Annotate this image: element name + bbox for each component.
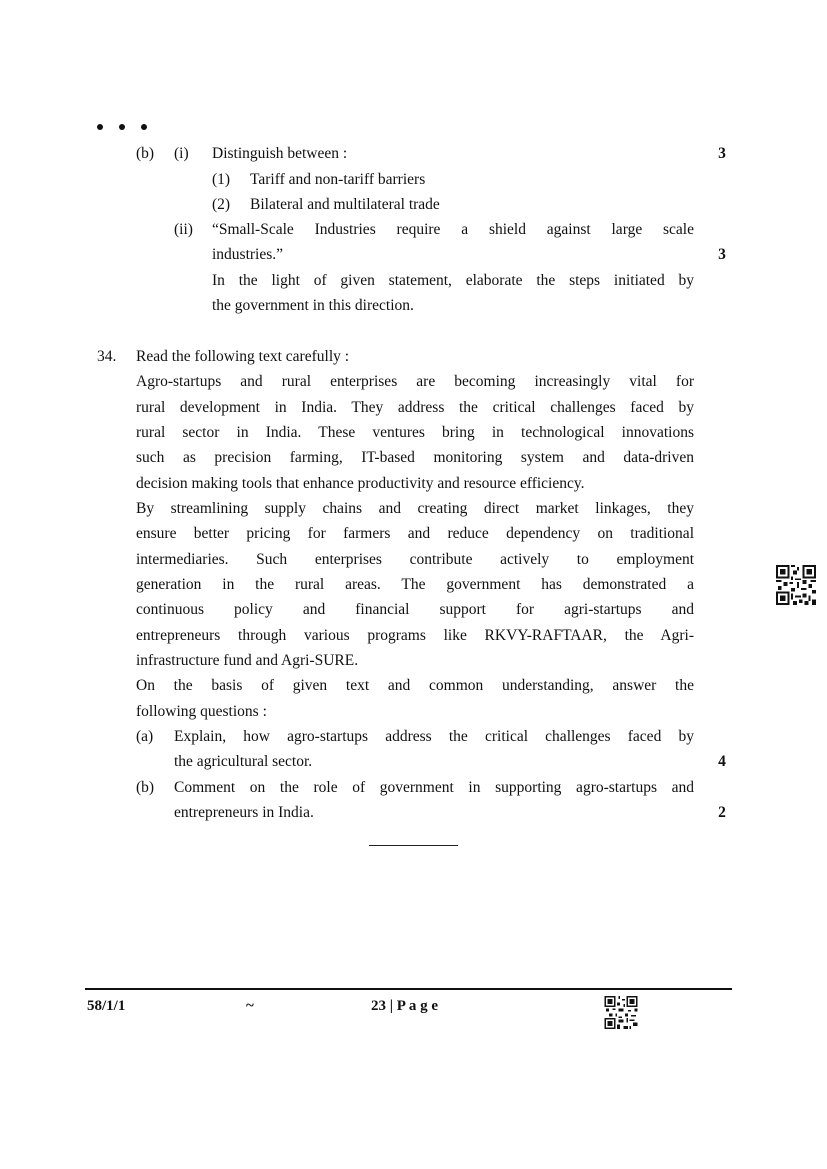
q34-b-line: Comment on the role of government in supporting agro-startups and	[174, 779, 694, 796]
q34-passage-line: generation in the rural areas. The government has demonstrated a	[136, 576, 694, 593]
q34-passage-line: infrastructure fund and Agri-SURE.	[136, 652, 359, 669]
q33-sub-i-label: (i)	[174, 145, 189, 162]
q33-ii-line: the government in this direction.	[212, 297, 414, 314]
q34-passage-line: such as precision farming, IT-based monitoring system and data-driven	[136, 449, 694, 466]
q34-a-marks: 4	[718, 753, 726, 770]
q33-distinguish-text: Distinguish between :	[212, 145, 348, 162]
q34-passage-line: ensure better pricing for farmers and reduce dependency on traditional	[136, 525, 694, 542]
q33-ii-line: In the light of given statement, elaborate the steps initiated by	[212, 272, 694, 289]
q34-passage-line: rural sector in India. These ventures bring in technological innovations	[136, 424, 694, 441]
q33-part-b-label: (b)	[136, 145, 155, 162]
q34-passage-line: intermediaries. Such enterprises contribute actively to employment	[136, 551, 694, 568]
footer-qr-code-icon	[604, 996, 638, 1029]
q34-a-label: (a)	[136, 728, 154, 745]
q34-number: 34.	[97, 348, 117, 365]
q34-passage-line: Agro-startups and rural enterprises are becoming increasingly vital for	[136, 373, 694, 390]
q34-a-line: Explain, how agro-startups address the critical challenges faced by	[174, 728, 694, 745]
q33-item1-number: (1)	[212, 171, 231, 188]
q33-item2-text: Bilateral and multilateral trade	[250, 196, 440, 213]
q34-passage-line: following questions :	[136, 703, 267, 720]
q33-item1-text: Tariff and non-tariff barriers	[250, 171, 426, 188]
q33-marks-ii: 3	[718, 246, 726, 263]
q34-b-line: entrepreneurs in India.	[174, 804, 314, 821]
qr-code-icon	[776, 565, 816, 605]
q33-ii-line: industries.”	[212, 246, 284, 263]
q33-ii-line: “Small-Scale Industries require a shield against large scale	[212, 221, 694, 238]
footer-page-number: 23 | P a g e	[371, 998, 439, 1014]
q34-intro: Read the following text carefully :	[136, 348, 350, 365]
q34-passage-line: decision making tools that enhance productivity and resource efficiency.	[136, 475, 585, 492]
q34-b-marks: 2	[718, 804, 726, 821]
q34-passage-line: On the basis of given text and common understanding, answer the	[136, 677, 694, 694]
end-of-question-rule	[369, 845, 458, 846]
footer-paper-code: 58/1/1	[87, 998, 126, 1014]
q34-a-line: the agricultural sector.	[174, 753, 313, 770]
q34-passage-line: By streamlining supply chains and creating direct market linkages, they	[136, 500, 694, 517]
q34-passage-line: entrepreneurs through various programs like RKVY-RAFTAAR, the Agri-	[136, 627, 694, 644]
q34-passage-line: rural development in India. They address the critical challenges faced by	[136, 399, 694, 416]
q33-sub-ii-label: (ii)	[174, 221, 193, 238]
q34-passage-line: continuous policy and financial support for agri-startups and	[136, 601, 694, 618]
q33-item2-number: (2)	[212, 196, 231, 213]
q33-marks-i: 3	[718, 145, 726, 162]
q34-b-label: (b)	[136, 779, 155, 796]
footer-tilde: ~	[246, 998, 254, 1014]
footer-rule	[85, 988, 732, 990]
